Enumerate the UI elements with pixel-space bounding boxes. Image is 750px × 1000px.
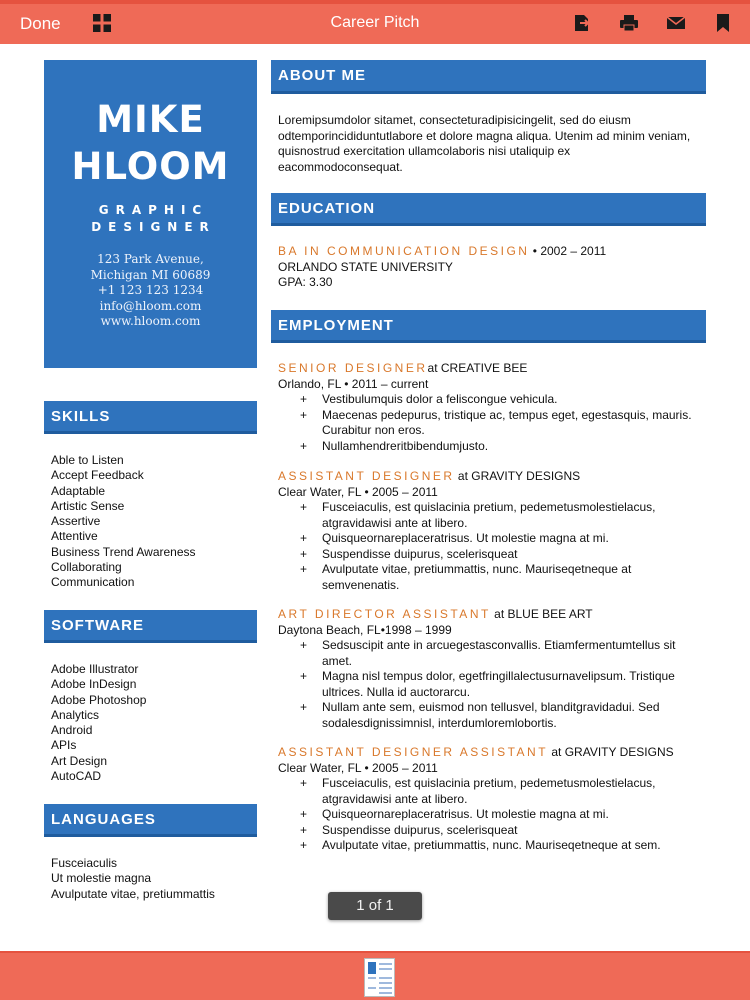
- export-icon[interactable]: [572, 13, 592, 33]
- bullet-item: + Fusceiaculis, est quislacinia pretium, pedemetusmolestielacus, atgravidawisi ante at libero.: [300, 500, 698, 531]
- bullet-item: + Suspendisse duipurus, scelerisqueat: [300, 547, 698, 563]
- bullet-item: + Maecenas pedepurus, tristique ac, tempus eget, egestasquis, mauris. Curabitur non eros.: [300, 408, 698, 439]
- list-item: AutoCAD: [51, 769, 102, 784]
- job-entry: [278, 745, 698, 854]
- profile-card: [44, 60, 257, 368]
- employment-heading: EMPLOYMENT: [271, 310, 706, 343]
- job-entry: [278, 361, 698, 454]
- top-toolbar: [0, 0, 750, 44]
- languages-heading: LANGUAGES: [44, 804, 257, 837]
- done-button[interactable]: Done: [20, 14, 61, 33]
- job-company: at BLUE BEE ART: [490, 607, 593, 621]
- list-item: Communication: [51, 575, 135, 590]
- bullet-item: + Fusceiaculis, est quislacinia pretium, pedemetusmolestielacus, atgravidawisi ante at libero.: [300, 776, 698, 807]
- resume-document: [0, 44, 750, 951]
- thumbnail-header-icon: [368, 962, 376, 974]
- thumbnail-line: [379, 977, 392, 979]
- about-heading: ABOUT ME: [271, 60, 706, 94]
- bullet-item: + Quisqueornareplaceratrisus. Ut molestie magna at mi.: [300, 807, 698, 823]
- job-bullets: [300, 638, 698, 731]
- thumbnail-line: [368, 987, 376, 989]
- phone: +1 123 123 1234: [97, 283, 204, 298]
- bullet-item: + Magna nisl tempus dolor, egetfringillalectusurnavelipsum. Tristique ultrices. Nulla id auctorarcu.: [300, 669, 698, 700]
- mail-icon[interactable]: [666, 13, 686, 33]
- page-indicator: 1 of 1: [328, 892, 422, 920]
- software-list: [51, 662, 146, 784]
- list-item: Analytics: [51, 707, 100, 722]
- first-name: MIKE: [96, 98, 205, 141]
- website: www.hloom.com: [100, 314, 201, 329]
- list-item: Adobe Photoshop: [51, 692, 147, 707]
- education-entry: [278, 244, 698, 291]
- list-item: Able to Listen: [51, 453, 124, 467]
- bullet-item: + Avulputate vitae, pretiummattis, nunc. Mauriseqetneque at sem.: [300, 838, 698, 854]
- gpa: GPA: 3.30: [278, 275, 333, 289]
- page-thumbnail[interactable]: [364, 958, 395, 997]
- role-line-1: GRAPHIC: [98, 203, 209, 217]
- thumbnail-line: [379, 987, 392, 989]
- degree-title: BA IN COMMUNICATION DESIGN: [278, 244, 530, 258]
- list-item: Adaptable: [51, 483, 106, 498]
- email: info@hloom.com: [99, 298, 202, 313]
- list-item: Adobe InDesign: [51, 677, 137, 692]
- job-title: ASSISTANT DESIGNER: [278, 469, 455, 483]
- job-company: at GRAVITY DESIGNS: [454, 469, 581, 483]
- list-item: Accept Feedback: [51, 468, 144, 483]
- education-heading: EDUCATION: [271, 193, 706, 226]
- bullet-item: + Avulputate vitae, pretiummattis, nunc. Mauriseqetneque at semvenenatis.: [300, 562, 698, 593]
- thumbnail-line: [379, 992, 392, 994]
- address-line-2: Michigan MI 60689: [90, 267, 211, 282]
- bookmark-icon[interactable]: [713, 13, 733, 33]
- job-company: at GRAVITY DESIGNS: [548, 745, 674, 759]
- document-title: Career Pitch: [330, 14, 420, 31]
- thumbnail-line: [368, 977, 376, 979]
- bottom-toolbar: [0, 951, 750, 1000]
- list-item: Android: [51, 723, 93, 738]
- thumbnail-line: [379, 982, 392, 984]
- thumbnail-line: [379, 963, 392, 965]
- software-heading: SOFTWARE: [44, 610, 257, 643]
- bullet-item: + Quisqueornareplaceratrisus. Ut molestie magna at mi.: [300, 531, 698, 547]
- job-bullets: [300, 776, 698, 854]
- bullet-item: + Suspendisse duipurus, scelerisqueat: [300, 823, 698, 839]
- bullet-item: + Nullamhendreritbibendumjusto.: [300, 439, 698, 455]
- list-item: Attentive: [51, 529, 98, 544]
- job-entry: [278, 607, 698, 731]
- grid-icon[interactable]: [93, 14, 111, 32]
- list-item: Avulputate vitae, pretiummattis: [51, 886, 215, 901]
- job-title: ASSISTANT DESIGNER ASSISTANT: [278, 745, 549, 759]
- last-name: HLOOM: [71, 145, 230, 188]
- address-line-1: 123 Park Avenue,: [97, 252, 204, 266]
- skills-heading: SKILLS: [44, 401, 257, 434]
- skills-list: [51, 453, 196, 591]
- job-location: Clear Water, FL • 2005 – 2011: [278, 760, 438, 775]
- list-item: Assertive: [51, 514, 101, 529]
- bullet-item: + Vestibulumquis dolor a feliscongue vehicula.: [300, 392, 698, 408]
- bullet-item: + Sedsuscipit ante in arcuegestasconvallis. Etiamfermentumtellus sit amet.: [300, 638, 698, 669]
- print-icon[interactable]: [619, 13, 639, 33]
- list-item: APIs: [51, 738, 77, 753]
- contact-info: [44, 252, 257, 330]
- job-company: at CREATIVE BEE: [427, 361, 528, 375]
- job-entry: [278, 469, 698, 593]
- about-text: Loremipsumdolor sitamet, consecteturadipisicingelit, sed do eiusm odtemporincididuntutlabore et dolore magna aliqua. Utenim ad minim veniam, quisnostrud exercitation ullamcolaboris nisi utaliquip ex eacommodoconsequat.: [278, 113, 691, 174]
- list-item: Ut molestie magna: [51, 871, 152, 886]
- job-location: Clear Water, FL • 2005 – 2011: [278, 484, 438, 499]
- job-bullets: [300, 500, 698, 593]
- list-item: Artistic Sense: [51, 498, 125, 513]
- job-title: ART DIRECTOR ASSISTANT: [278, 607, 491, 621]
- job-title: SENIOR DESIGNER: [278, 361, 428, 375]
- thumbnail-line: [379, 968, 392, 970]
- degree-years: • 2002 – 2011: [529, 244, 607, 258]
- job-location: Daytona Beach, FL•1998 – 1999: [278, 622, 452, 637]
- list-item: Collaborating: [51, 560, 122, 575]
- languages-list: [51, 856, 215, 902]
- school-name: ORLANDO STATE UNIVERSITY: [278, 259, 453, 274]
- job-location: Orlando, FL • 2011 – current: [278, 376, 429, 391]
- list-item: Adobe Illustrator: [51, 662, 139, 676]
- list-item: Fusceiaculis: [51, 856, 118, 870]
- bullet-item: + Nullam ante sem, euismod non tellusvel, blanditgravidadui. Sed sodalesdignissimnisl, interdumloremlobortis.: [300, 700, 698, 731]
- list-item: Art Design: [51, 753, 108, 768]
- role-line-2: DESIGNER: [91, 220, 216, 234]
- job-bullets: [300, 392, 698, 454]
- list-item: Business Trend Awareness: [51, 544, 196, 559]
